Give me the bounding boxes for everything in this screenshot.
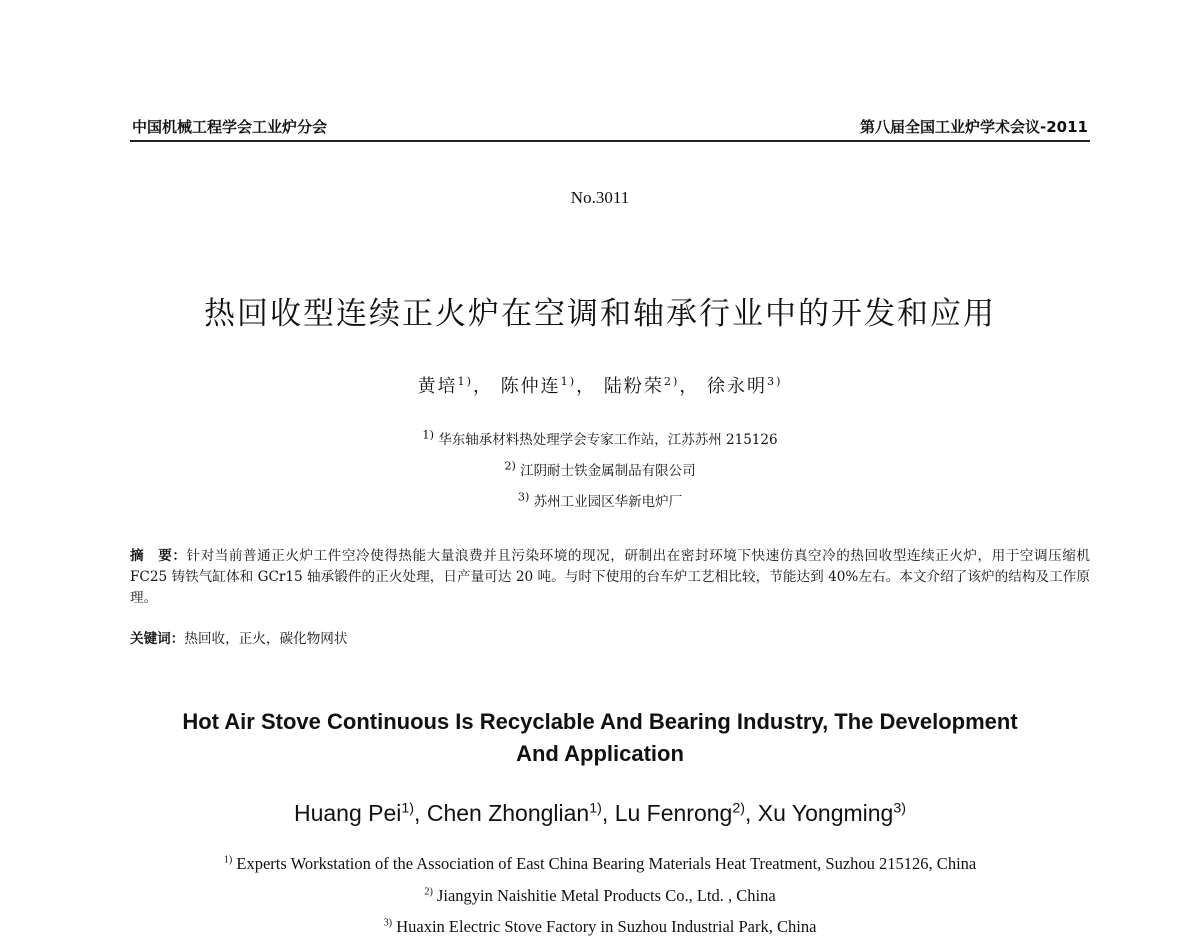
en-aff-mark: 2): [424, 886, 433, 898]
cn-aff-mark: 3): [517, 490, 530, 504]
cn-author-mark: 2): [663, 375, 680, 388]
en-author-name: Lu Fenrong: [614, 800, 733, 826]
en-author-mark: 1): [589, 800, 602, 817]
cn-affiliation-1: [0, 428, 1200, 448]
abstract-label: 摘 要：: [130, 548, 187, 564]
en-affiliation-3: [0, 917, 1200, 937]
cn-author-name: 徐永明: [707, 376, 768, 397]
en-author-name: Xu Yongming: [757, 800, 894, 826]
header-conference: 第八届全国工业炉学术会议-2011: [860, 118, 1088, 136]
cn-aff-mark: 1): [422, 428, 434, 442]
en-author-sep: ,: [745, 800, 758, 826]
cn-author-sep: ，: [679, 376, 700, 397]
en-aff-text: Huaxin Electric Stove Factory in Suzhou Industrial Park, China: [392, 917, 817, 936]
cn-author-name: 陆粉荣: [603, 376, 664, 397]
en-author-name: Huang Pei: [293, 800, 402, 826]
cn-author-name: 黄培: [417, 376, 458, 397]
cn-author-mark: 1): [560, 375, 577, 388]
en-aff-text: Jiangyin Naishitie Metal Products Co., Ltd. , China: [432, 886, 776, 905]
keywords-label: 关键词：: [130, 631, 185, 647]
cn-aff-text: 苏州工业园区华新电炉厂: [533, 494, 683, 510]
cn-aff-text: 华东轴承材料热处理学会专家工作站，江苏苏州 215126: [438, 432, 778, 448]
abstract-text: 针对当前普通正火炉工件空冷使得热能大量浪费并且污染环境的现况，研制出在密封环境下快速仿真空冷的热回收型连续正火炉，用于空调压缩机 FC25 铸铁气缸体和 GCr15 轴承锻件的正火处理，日产量可达 20 吨。与时下使用的台车炉工艺相比较，节能达到 40%左右。本文介绍了该炉的结构及工作原理。: [130, 548, 1091, 606]
cn-author-sep: ，: [472, 376, 493, 397]
en-author-mark: 1): [401, 800, 415, 817]
cn-aff-text: 江阴耐士铁金属制品有限公司: [520, 463, 696, 479]
en-aff-text: Experts Workstation of the Association of East China Bearing Materials Heat Treatment, Suzhou 215126, China: [232, 854, 977, 873]
running-header: [130, 116, 1090, 142]
en-aff-mark: 1): [223, 854, 233, 866]
header-society: 中国机械工程学会工业炉分会: [132, 118, 328, 136]
cn-author-name: 陈仲连: [500, 376, 561, 397]
english-title: [110, 706, 1090, 770]
english-title-line-1: Hot Air Stove Continuous Is Recyclable And Bearing Industry, The Development: [182, 709, 1018, 734]
chinese-keywords: [130, 627, 1090, 647]
en-author-mark: 3): [893, 800, 907, 817]
cn-affiliation-2: [0, 459, 1200, 479]
keywords-text: 热回收，正火，碳化物网状: [184, 631, 348, 647]
en-author-name: Chen Zhonglian: [426, 800, 590, 826]
chinese-title: 热回收型连续正火炉在空调和轴承行业中的开发和应用: [204, 296, 996, 332]
en-author-sep: ,: [601, 800, 615, 826]
en-affiliation-2: [0, 886, 1200, 906]
cn-author-mark: 3): [767, 375, 783, 388]
en-author-mark: 2): [732, 800, 745, 817]
english-title-line-2: And Application: [516, 741, 684, 766]
chinese-abstract: [130, 546, 1090, 609]
en-affiliation-1: [0, 854, 1200, 874]
chinese-authors: [0, 372, 1200, 398]
cn-aff-mark: 2): [504, 459, 516, 473]
english-authors: [0, 800, 1200, 827]
cn-author-sep: ，: [576, 376, 597, 397]
en-aff-mark: 3): [383, 917, 393, 929]
cn-author-mark: 1): [457, 375, 473, 388]
cn-affiliation-3: [0, 490, 1200, 510]
paper-number: No.3011: [570, 188, 630, 207]
en-author-sep: ,: [414, 800, 427, 826]
